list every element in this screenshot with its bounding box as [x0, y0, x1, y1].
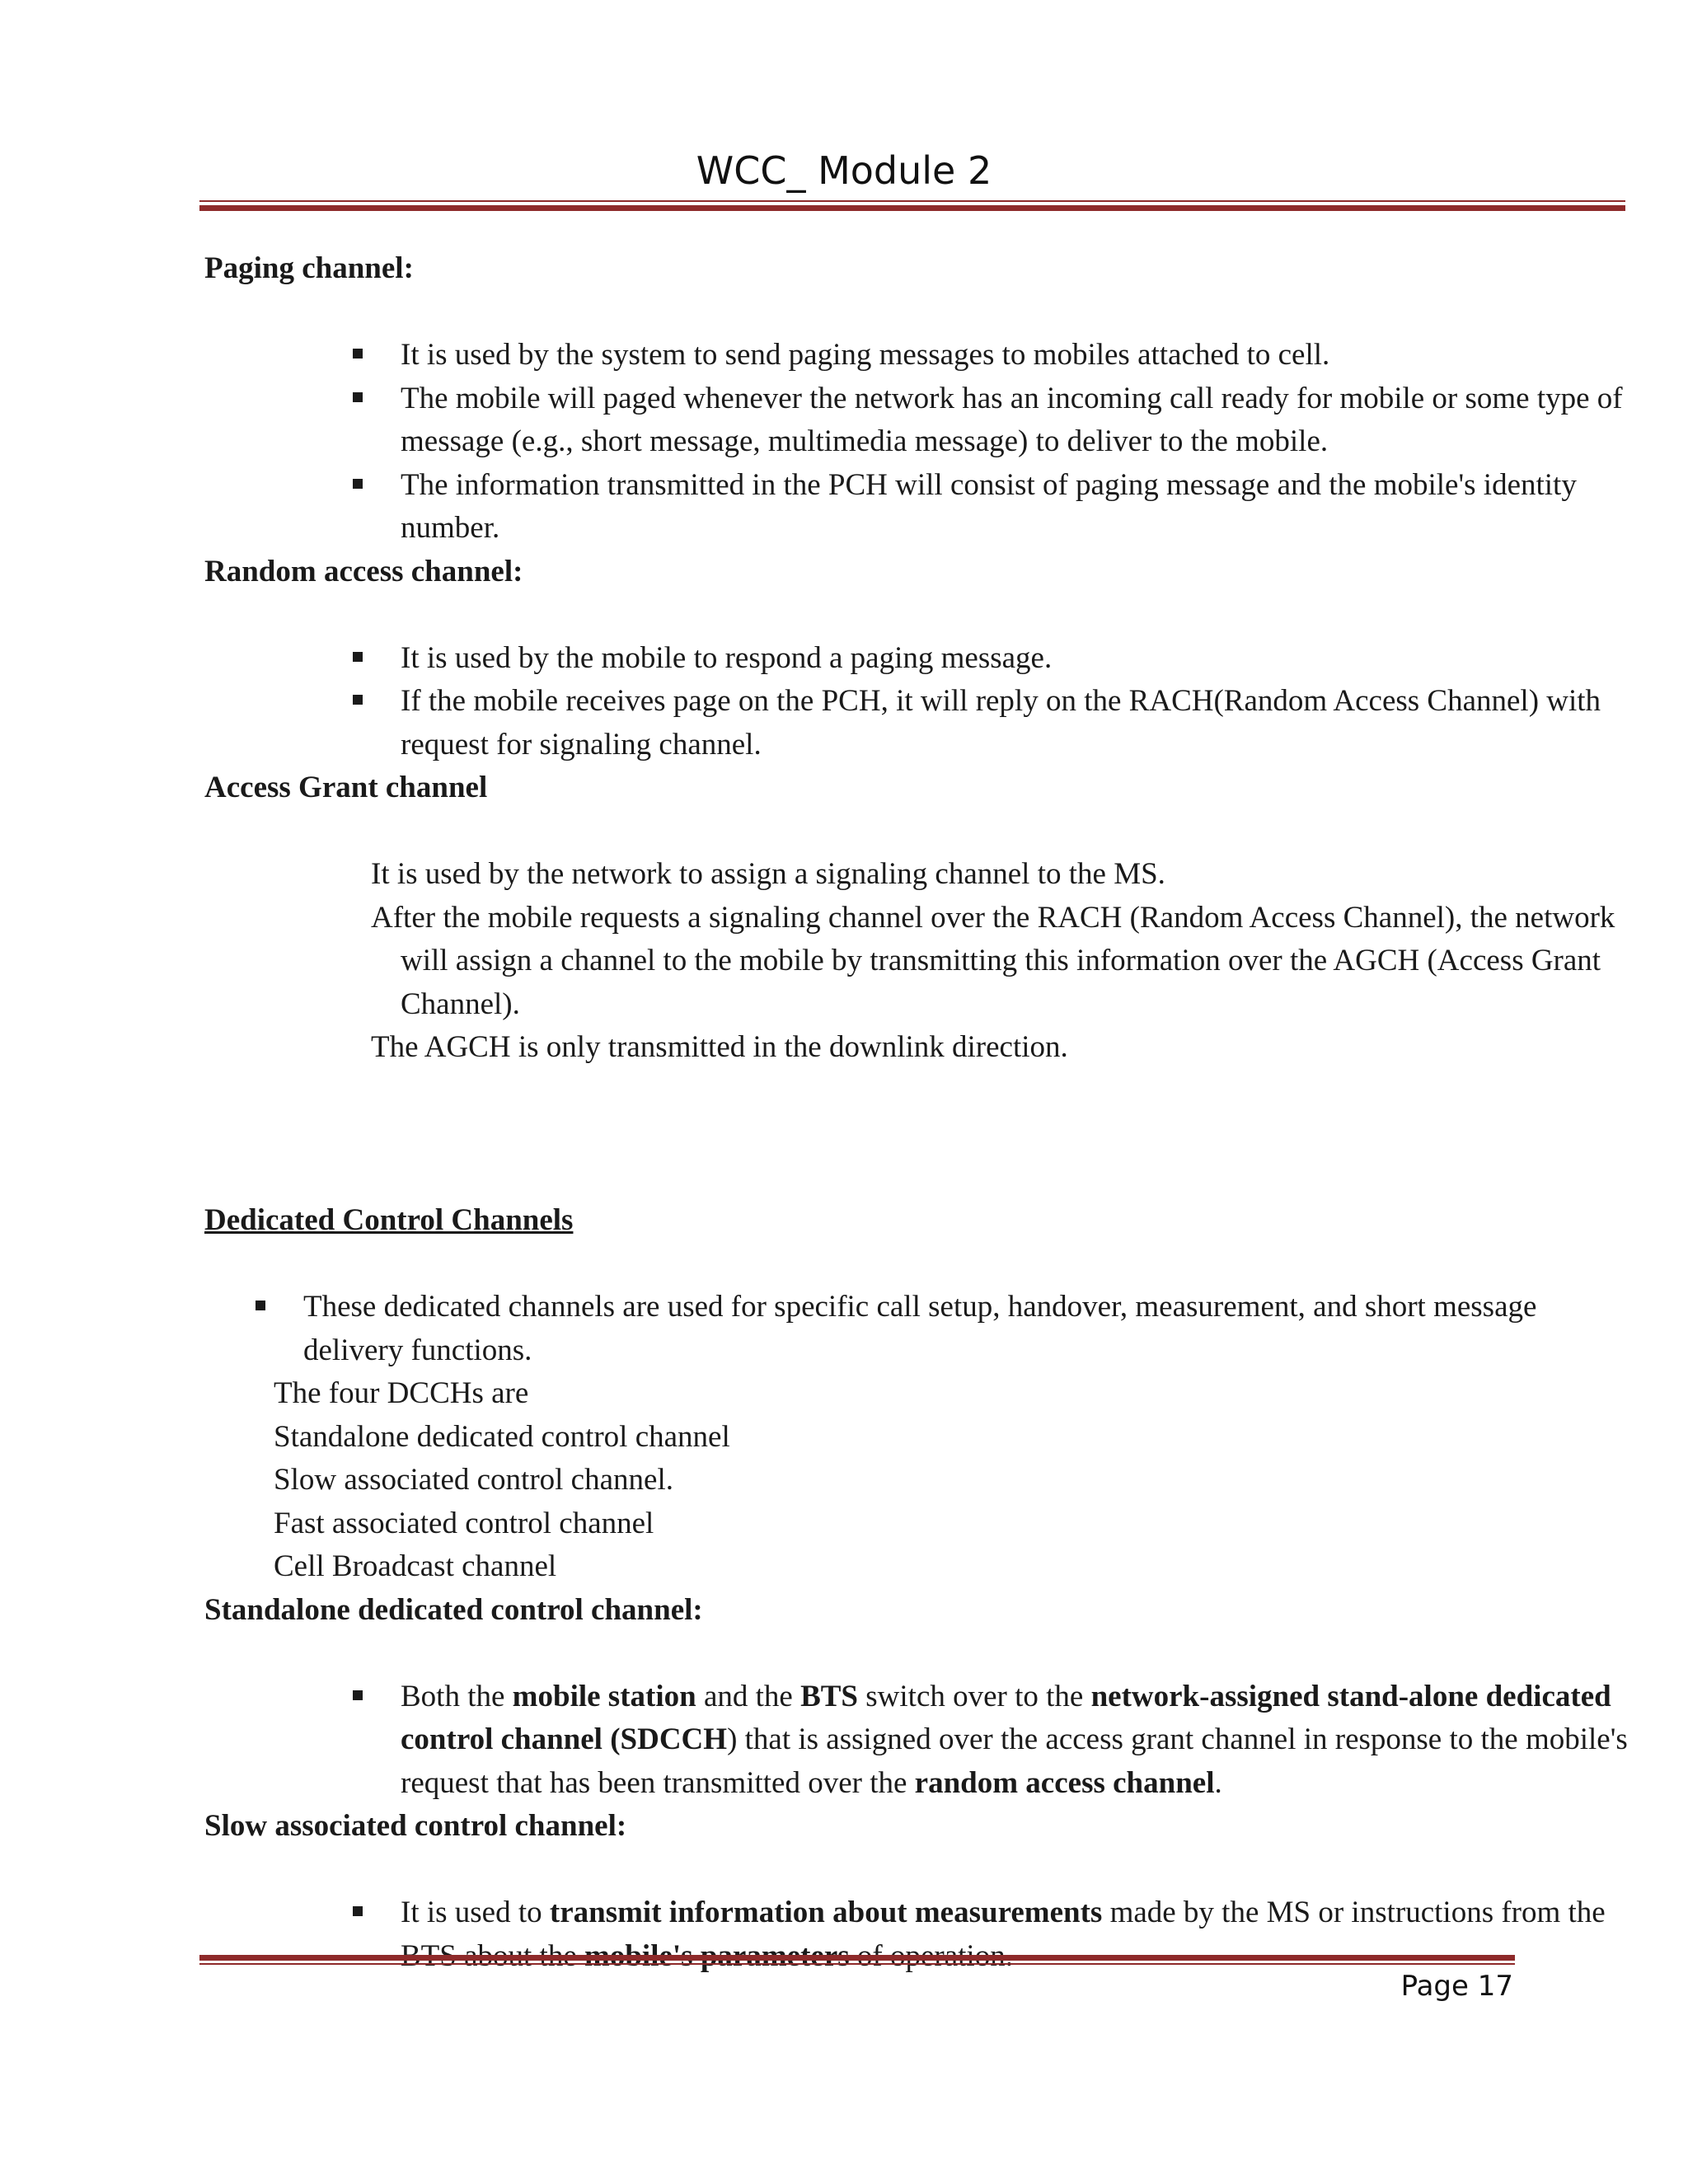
random-access-channel-list	[204, 637, 1639, 767]
page-header-title: WCC_ Module 2	[696, 148, 992, 193]
dedicated-control-channels-heading: Dedicated Control Channels	[204, 1203, 574, 1237]
sdcch-list	[204, 1675, 1639, 1806]
random-access-channel-heading: Random access channel:	[204, 554, 523, 588]
list-item: After the mobile requests a signaling channel over the RACH (Random Access Channel), the network will assign a channel to the mobile by transmitting this information over the AGCH (Access Grant Channel).	[371, 900, 1615, 1021]
list-item: Slow associated control channel.	[274, 1463, 673, 1497]
list-item: It is used by the system to send paging messages to mobiles attached to cell.	[204, 334, 1639, 377]
sacch-bold-measurements: transmit information about measurements	[549, 1896, 1103, 1929]
list-item: It is used by the mobile to respond a paging message.	[204, 637, 1639, 681]
sacch-heading: Slow associated control channel:	[204, 1809, 627, 1843]
list-item: The four DCCHs are	[274, 1376, 529, 1410]
sacch-text: made by the MS or instructions from the	[1109, 1896, 1606, 1929]
list-item: If the mobile receives page on the PCH, it will reply on the RACH(Random Access Channel) with request for signaling channel.	[204, 680, 1639, 766]
footer-rule-thick	[199, 1955, 1515, 1961]
list-item: The information transmitted in the PCH will consist of paging message and the mobile's identity number.	[204, 464, 1639, 551]
sdcch-heading: Standalone dedicated control channel:	[204, 1592, 703, 1627]
list-item: These dedicated channels are used for specific call setup, handover, measurement, and short message delivery functions.	[204, 1286, 1639, 1372]
list-item: The mobile will paged whenever the network has an incoming call ready for mobile or some type of message (e.g., short message, multimedia message) to deliver to the mobile.	[204, 377, 1639, 464]
header-rule-thin	[199, 200, 1625, 202]
paging-channel-list	[204, 334, 1639, 551]
access-grant-channel-list	[204, 853, 1639, 1070]
paging-channel-heading: Paging channel:	[204, 251, 414, 285]
document-body	[204, 247, 1639, 1978]
sdcch-bold-bts: BTS	[800, 1679, 859, 1713]
list-item: It is used by the network to assign a signaling channel to the MS.	[371, 857, 1165, 891]
sdcch-text: .	[1214, 1765, 1222, 1800]
list-item: Cell Broadcast channel	[274, 1549, 557, 1583]
list-item	[204, 1675, 1639, 1806]
page-number: Page 17	[1400, 1970, 1513, 2003]
sdcch-text: Both the	[401, 1679, 513, 1713]
header-rule-thick	[199, 205, 1625, 211]
sdcch-text: and the	[696, 1679, 801, 1713]
sdcch-bold-mobile-station: mobile station	[512, 1679, 696, 1713]
list-item	[204, 1891, 1639, 1978]
sacch-list	[204, 1891, 1639, 1978]
sacch-text: It is used to	[401, 1896, 550, 1929]
dcch-types-list	[204, 1372, 1639, 1589]
sdcch-text: switch over to the	[858, 1679, 1091, 1713]
list-item: Fast associated control channel	[274, 1506, 654, 1540]
sdcch-bold-random-access: random access channel	[914, 1765, 1215, 1800]
sdcch-bold-network-assigned: network-assigned stand-alone dedicated control channel (SDCCH	[401, 1679, 1611, 1756]
footer-rule-thin	[199, 1963, 1515, 1965]
dedicated-control-channels-list	[204, 1286, 1639, 1372]
access-grant-channel-heading: Access Grant channel	[204, 771, 488, 804]
list-item: The AGCH is only transmitted in the downlink direction.	[371, 1030, 1068, 1064]
sdcch-text: ) that is assigned over the access grant channel in response to the mobile's request that has been transmitted over the	[401, 1722, 1628, 1800]
list-item: Standalone dedicated control channel	[274, 1419, 730, 1454]
